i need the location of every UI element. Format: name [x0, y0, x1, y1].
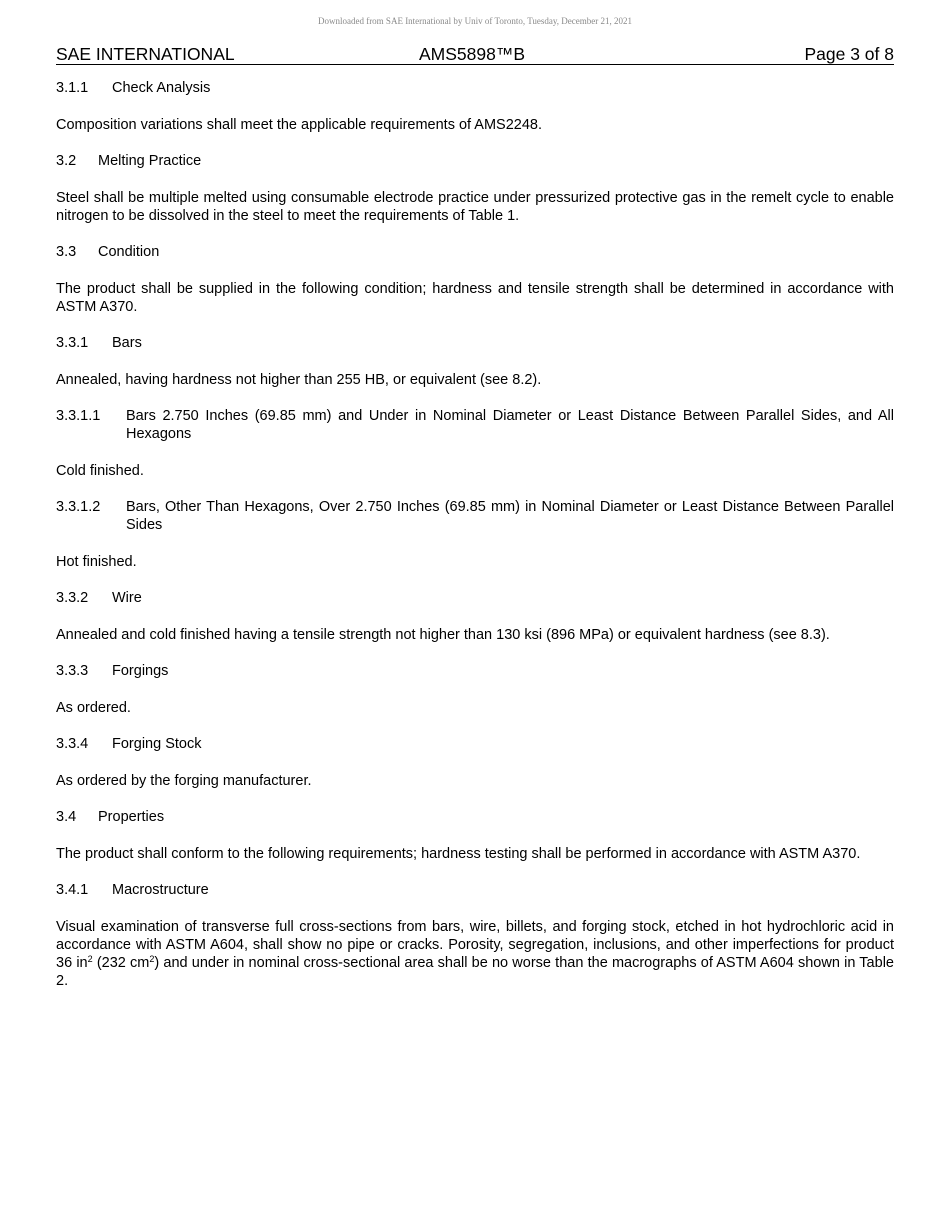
section-number: 3.2 — [56, 153, 77, 169]
section-title: Properties — [98, 809, 165, 825]
section-number: 3.3.2 — [56, 590, 89, 606]
section-heading-3-3-3 — [56, 662, 894, 680]
document-body — [56, 79, 894, 1008]
section-paragraph-3-3-1: Annealed, having hardness not higher than 255 HB, or equivalent (see 8.2). — [56, 371, 542, 388]
paragraph-text: (232 cm — [92, 954, 150, 971]
section-number: 3.3.4 — [56, 736, 89, 752]
section-title: Check Analysis — [112, 80, 211, 96]
section-number: 3.3.3 — [56, 663, 89, 679]
section-number: 3.3 — [56, 244, 77, 260]
section-heading-3-1-1 — [56, 79, 894, 97]
section-title: Macrostructure — [112, 882, 209, 898]
page-header — [56, 44, 894, 65]
download-watermark: Downloaded from SAE International by Univ of Toronto, Tuesday, December 21, 2021 — [317, 16, 633, 26]
section-title: Forgings — [112, 663, 169, 679]
paragraph-text: Visual examination of transverse full cross-sections from bars, wire, billets, and forging stock, etched in hot hydrochloric acid in accordance with ASTM A604, shall show no pipe or cracks. Porosity, segregation, inclusions, and other imperfections for product 36 in — [56, 918, 894, 971]
paragraph-text: ) and under in nominal cross-sectional area shall be no worse than the macrographs of ASTM A604 shown in Table 2. — [56, 954, 894, 989]
section-title: Melting Practice — [98, 153, 202, 169]
section-paragraph-3-3: The product shall be supplied in the following condition; hardness and tensile strength shall be determined in accordance with ASTM A370. — [56, 280, 894, 315]
section-title: Wire — [112, 590, 142, 606]
section-title: Bars — [112, 335, 142, 351]
section-heading-3-3-2 — [56, 589, 894, 607]
section-number: 3.1.1 — [56, 80, 89, 96]
section-paragraph-3-3-3: As ordered. — [56, 699, 131, 716]
section-heading-3-2 — [56, 152, 894, 170]
section-title: Bars 2.750 Inches (69.85 mm) and Under in Nominal Diameter or Least Distance Between Parallel Sides, and All Hexagons — [126, 408, 894, 442]
header-organization: SAE INTERNATIONAL — [56, 44, 235, 64]
superscript: 2 — [87, 953, 93, 964]
section-heading-3-3-1-1 — [56, 407, 894, 443]
section-title: Forging Stock — [112, 736, 202, 752]
section-heading-3-3-1-2 — [56, 498, 894, 534]
header-page-number: Page 3 of 8 — [804, 44, 894, 64]
section-paragraph-3-4-1 — [56, 918, 894, 990]
section-paragraph-3-3-4: As ordered by the forging manufacturer. — [56, 772, 312, 789]
section-paragraph-3-3-1-2: Hot finished. — [56, 553, 137, 570]
section-paragraph-3-4: The product shall conform to the following requirements; hardness testing shall be performed in accordance with ASTM A370. — [56, 845, 861, 862]
section-number: 3.4.1 — [56, 882, 89, 898]
section-number: 3.3.1 — [56, 335, 89, 351]
section-heading-3-3-4 — [56, 735, 894, 753]
section-heading-3-4-1 — [56, 881, 894, 899]
section-title: Bars, Other Than Hexagons, Over 2.750 Inches (69.85 mm) in Nominal Diameter or Least Distance Between Parallel Sides — [126, 499, 894, 533]
section-title: Condition — [98, 244, 160, 260]
section-paragraph-3-3-1-1: Cold finished. — [56, 462, 144, 479]
section-heading-3-3 — [56, 243, 894, 261]
section-paragraph-3-2: Steel shall be multiple melted using consumable electrode practice under pressurized protective gas in the remelt cycle to enable nitrogen to be dissolved in the steel to meet the requirements of Table 1. — [56, 189, 894, 224]
section-number: 3.3.1.1 — [56, 408, 101, 424]
section-number: 3.3.1.2 — [56, 499, 101, 515]
section-heading-3-3-1 — [56, 334, 894, 352]
section-paragraph-3-3-2: Annealed and cold finished having a tensile strength not higher than 130 ksi (896 MPa) or equivalent hardness (see 8.3). — [56, 626, 830, 643]
superscript: 2 — [149, 953, 155, 964]
section-paragraph-3-1-1: Composition variations shall meet the applicable requirements of AMS2248. — [56, 116, 543, 133]
header-document-number: AMS5898™B — [419, 44, 526, 64]
section-heading-3-4 — [56, 808, 894, 826]
section-number: 3.4 — [56, 809, 77, 825]
